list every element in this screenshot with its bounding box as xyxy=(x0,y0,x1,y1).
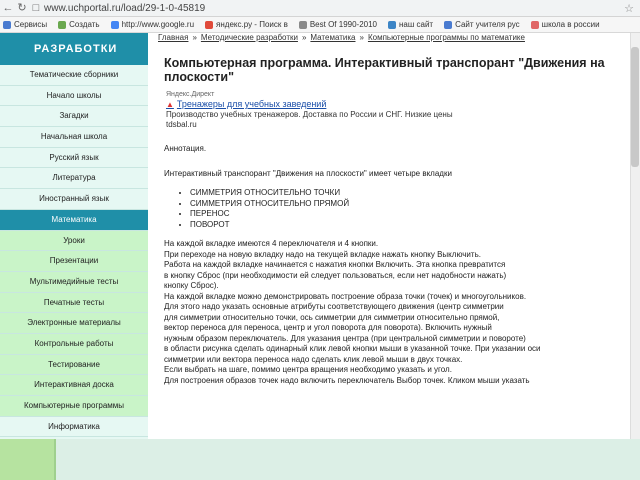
tab-list-item: • СИММЕТРИЯ ОТНОСИТЕЛЬНО ПРЯМОЙ xyxy=(190,199,628,210)
bookmark-label: яндекс.ру - Поиск в xyxy=(216,20,288,29)
taskbar-divider xyxy=(54,439,56,480)
bookmark-label: школа в россии xyxy=(541,20,600,29)
intro-text: Интерактивный транспорант "Движения на плоскости" имеет четыре вкладки xyxy=(164,168,452,178)
back-arrow-icon[interactable]: ← xyxy=(2,2,14,14)
tabs-list xyxy=(178,188,628,230)
sidebar-item[interactable]: Интерактивная доска xyxy=(0,375,148,396)
scrollbar-thumb[interactable] xyxy=(631,47,639,167)
sidebar-item[interactable]: Русский язык xyxy=(0,148,148,169)
bookmark-favicon-icon xyxy=(58,21,66,29)
tab-list-item: • ПЕРЕНОС xyxy=(190,209,628,220)
ad-source[interactable]: Яндекс.Директ xyxy=(166,91,215,98)
breadcrumb-link[interactable]: Методические разработки xyxy=(200,33,298,42)
sidebar-item[interactable]: Литература xyxy=(0,168,148,189)
article-line: На каждой вкладке имеются 4 переключателя и 4 кнопки. xyxy=(164,239,379,248)
taskbar-button[interactable] xyxy=(0,439,54,480)
bookmark-favicon-icon xyxy=(531,21,539,29)
breadcrumb-separator: » xyxy=(301,33,307,42)
tab-list-item: • СИММЕТРИЯ ОТНОСИТЕЛЬНО ТОЧКИ xyxy=(190,188,628,199)
bookmark-item[interactable] xyxy=(108,20,194,29)
bookmark-favicon-icon xyxy=(299,21,307,29)
sidebar-item[interactable]: Информатика xyxy=(0,417,148,438)
bookmark-item[interactable] xyxy=(385,20,433,29)
sidebar xyxy=(0,33,148,439)
bookmark-item[interactable] xyxy=(202,20,288,29)
sidebar-item[interactable]: Математика xyxy=(0,210,148,231)
breadcrumb-link[interactable]: Математика xyxy=(310,33,356,42)
ad-link[interactable] xyxy=(166,99,628,110)
article-line: При переходе на новую вкладку надо на текущей вкладке нажать кнопку Выключить. xyxy=(164,249,481,259)
sidebar-item[interactable]: Презентации xyxy=(0,251,148,272)
sidebar-item[interactable]: Тематические сборники xyxy=(0,65,148,86)
article-line: На каждой вкладке можно демонстрировать построение образа точки (точек) и многоугольников. xyxy=(164,291,527,301)
article-line: в области рисунка сделать одинарный клик левой кнопки мыши в указанной точке. При указании оси xyxy=(164,344,541,353)
bookmark-favicon-icon xyxy=(111,21,119,29)
sidebar-item[interactable]: Начальная школа xyxy=(0,127,148,148)
taskbar xyxy=(0,439,640,480)
bookmark-label: http://www.google.ru xyxy=(121,20,195,29)
article-line: вектор переноса для переноса, центр и угол поворота для поворота). Включить нужный xyxy=(164,323,492,332)
breadcrumb-separator: » xyxy=(192,33,197,42)
breadcrumb-link[interactable]: Компьютерные программы по математике xyxy=(367,33,525,42)
sidebar-item[interactable]: Иностранный язык xyxy=(0,189,148,210)
sidebar-item[interactable]: Тестирование xyxy=(0,355,148,376)
bookmark-label: Создать xyxy=(69,20,100,29)
bookmark-label: Сайт учителя рус xyxy=(455,20,520,29)
ad-link-text[interactable]: Тренажеры для учебных заведений xyxy=(176,99,327,109)
bookmark-label: Сервисы xyxy=(14,20,48,29)
article-line: в кнопку Сброс (при необходимости ей следует пользоваться, если нет надобности нажать) xyxy=(164,270,507,280)
article-line: Если выбрать на шаге, помимо центра вращения необходимо указать и угол. xyxy=(164,365,452,374)
bookmark-favicon-icon xyxy=(388,21,396,29)
page-icon: □ xyxy=(32,2,40,14)
article-line: симметрии или вектора переноса надо сделать клик левой мыши в двух точках. xyxy=(164,354,463,364)
article-line: Для построения образов точек надо включить переключатель Выбор точек. Кликом мыши указать xyxy=(164,375,530,385)
breadcrumb-separator: » xyxy=(359,33,364,42)
bookmark-item[interactable] xyxy=(0,20,47,29)
sidebar-item[interactable]: Уроки xyxy=(0,231,148,252)
reload-icon[interactable]: ↻ xyxy=(17,2,27,14)
sidebar-nav xyxy=(0,65,148,458)
article-line: для симметрии относительно точки, ось симметрии для симметрии относительно прямой, xyxy=(164,312,500,322)
main-content xyxy=(158,33,628,439)
bookmark-item[interactable] xyxy=(441,20,520,29)
breadcrumb xyxy=(158,33,628,43)
bookmark-item[interactable] xyxy=(55,20,99,29)
bookmark-item[interactable] xyxy=(296,20,377,29)
article-line: кнопку Сброс). xyxy=(164,281,219,290)
annotation-heading: Аннотация. xyxy=(164,144,207,153)
tab-list-item: • ПОВОРОТ xyxy=(190,220,628,231)
article-line: нужным образом переключатель. Для указания центра (при центральной симметрии и повороте) xyxy=(164,333,526,343)
bookmark-label: наш сайт xyxy=(399,20,434,29)
bookmark-item[interactable] xyxy=(528,20,600,29)
bookmarks-bar xyxy=(0,17,640,33)
bookmark-favicon-icon xyxy=(205,21,213,29)
sidebar-item[interactable]: Загадки xyxy=(0,106,148,127)
article-line: Для этого надо указать основные атрибуты соответствующего движения (центр симметрии xyxy=(164,302,504,311)
sidebar-title: РАЗРАБОТКИ xyxy=(0,33,148,65)
sidebar-item[interactable]: Печатные тесты xyxy=(0,293,148,314)
page-title: Компьютерная программа. Интерактивный транспорант "Движения на плоскости" xyxy=(164,56,605,84)
ad-block xyxy=(166,90,628,130)
ad-triangle-icon: ▲ xyxy=(166,100,174,109)
article-line: Работа на каждой вкладке начинается с нажатия кнопки Включить. Эта кнопка превратится xyxy=(164,260,506,269)
sidebar-item[interactable]: Начало школы xyxy=(0,86,148,107)
url-text[interactable]: www.uchportal.ru/load/29-1-0-45819 xyxy=(44,2,206,14)
sidebar-item[interactable]: Электронные материалы xyxy=(0,313,148,334)
ad-description: Производство учебных тренажеров. Доставка по России и СНГ. Низкие цены xyxy=(166,110,453,119)
bookmark-star-icon[interactable]: ☆ xyxy=(624,3,634,15)
bookmark-favicon-icon xyxy=(444,21,452,29)
bookmark-label: Best Of 1990-2010 xyxy=(309,20,377,29)
sidebar-item[interactable]: Компьютерные программы xyxy=(0,396,148,417)
ad-domain[interactable]: tdsbal.ru xyxy=(166,120,197,129)
breadcrumb-link[interactable]: Главная xyxy=(158,33,189,42)
browser-address-bar xyxy=(0,0,640,17)
bookmark-favicon-icon xyxy=(3,21,11,29)
article-body xyxy=(158,239,628,386)
sidebar-item[interactable]: Контрольные работы xyxy=(0,334,148,355)
sidebar-item[interactable]: Мультимедийные тесты xyxy=(0,272,148,293)
